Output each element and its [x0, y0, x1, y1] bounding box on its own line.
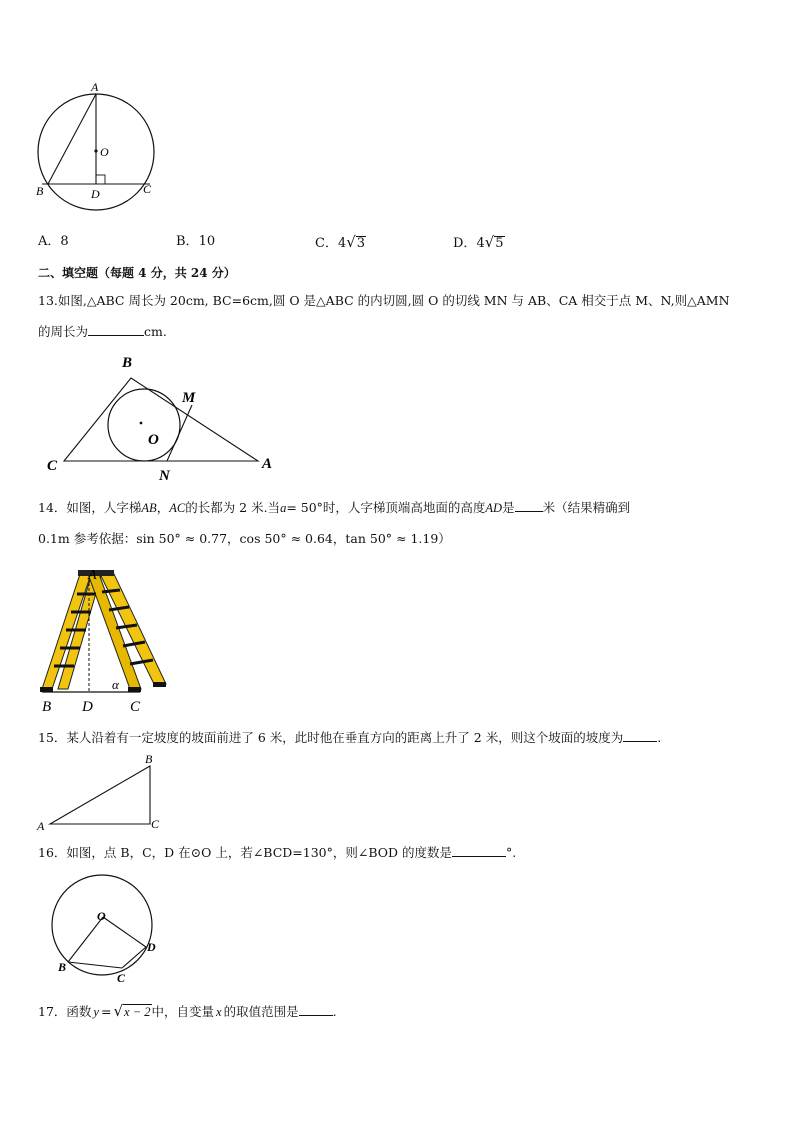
- option-a: [38, 232, 69, 252]
- q14-ac: AC: [169, 501, 186, 515]
- label-d: D: [147, 940, 156, 954]
- label-a: A: [37, 819, 45, 833]
- foot: [40, 687, 53, 692]
- q16-circle-figure: [46, 870, 171, 988]
- segment-ab: [48, 94, 96, 184]
- q14-ab: AB: [141, 501, 157, 515]
- q17-pre: 17．函数: [38, 1004, 92, 1019]
- q15-triangle-figure: [34, 750, 169, 835]
- q17-y: y: [93, 1005, 99, 1019]
- q14-text-5: 是: [502, 500, 515, 515]
- q14-line1: [38, 497, 630, 518]
- option-c-letter: C．: [315, 236, 338, 251]
- q14-text-1: 14．如图，人字梯: [38, 500, 142, 515]
- option-b: [176, 232, 215, 252]
- label-alpha: α: [112, 677, 119, 692]
- radius-od: [103, 917, 146, 947]
- label-b: B: [145, 752, 153, 766]
- q15-end: .: [657, 730, 662, 745]
- q14-alpha: a: [280, 501, 287, 515]
- q13-line1: 13.如图,△ABC 周长为 20cm, BC=6cm,圆 O 是△ABC 的内切圆,圆 O 的切线 MN 与 AB、CA 相交于点 M、N,则△AMN: [38, 293, 730, 308]
- tangent-mn: [167, 405, 192, 461]
- triangle-abc: [50, 766, 150, 824]
- label-o: O: [148, 432, 159, 448]
- radical-sign: √: [484, 233, 495, 251]
- q14-ad: AD: [485, 501, 503, 515]
- answer-blank: [299, 1001, 333, 1016]
- option-c-coef: 4: [337, 236, 347, 251]
- option-b-letter: B．: [176, 234, 199, 249]
- option-d-letter: D．: [453, 236, 477, 251]
- label-b: B: [42, 699, 52, 715]
- q14-text-2: ，: [156, 500, 170, 515]
- label-o: O: [97, 909, 106, 923]
- label-c: C: [151, 817, 160, 831]
- answer-blank: [452, 842, 506, 857]
- q17-x: x: [216, 1005, 222, 1019]
- label-a: A: [262, 456, 273, 472]
- q17-post: 的取值范围是: [223, 1004, 299, 1019]
- incircle-o: [108, 389, 180, 461]
- right-angle-mark: [96, 175, 105, 184]
- center-dot: [94, 149, 97, 152]
- q17-radicand: x − 2: [124, 1005, 151, 1019]
- option-d: [453, 232, 505, 254]
- q16-line: [38, 842, 516, 863]
- circle-o: [52, 875, 152, 975]
- option-b-value: 10: [198, 234, 216, 249]
- foot: [128, 687, 141, 692]
- option-d-radicand: 5: [495, 236, 504, 251]
- label-c: C: [47, 458, 58, 474]
- label-c: C: [143, 182, 152, 196]
- answer-blank: [515, 497, 543, 512]
- q13-line2-pre: 的周长为: [38, 324, 89, 339]
- answer-blank: [88, 321, 144, 336]
- label-c: C: [130, 699, 141, 715]
- label-d: D: [82, 699, 93, 715]
- triangle-abc: [64, 378, 258, 461]
- section-title: 二、填空题（每题 4 分，共 24 分）: [38, 266, 236, 280]
- q14-text-6: 米（结果精确到: [542, 500, 631, 515]
- q15-line: [38, 727, 661, 748]
- option-d-coef: 4: [476, 236, 485, 251]
- q12-circle-figure: [30, 78, 165, 218]
- option-c-radicand: 3: [356, 236, 366, 251]
- q13-line2: [38, 321, 167, 342]
- option-a-letter: A．: [38, 234, 61, 249]
- q16-text: 16．如图，点 B，C，D 在⊙O 上，若∠BCD=130°，则∠BOD 的度数是: [38, 845, 453, 860]
- label-b: B: [36, 184, 44, 198]
- q14-ladder-figure: [36, 562, 176, 717]
- q13-triangle-figure: [40, 350, 285, 482]
- radical-sign: √: [113, 1002, 124, 1020]
- q17-line: [38, 1001, 337, 1022]
- label-b: B: [122, 355, 133, 371]
- q14-line2: 0.1m 参考依据：sin 50° ≈ 0.77，cos 50° ≈ 0.64，tan 50° ≈ 1.19）: [38, 531, 451, 546]
- radius-ob: [68, 917, 103, 962]
- q15-text: 15．某人沿着有一定坡度的坡面前进了 6 米，此时他在垂直方向的距离上升了 2 米，则这个坡面的坡度为: [38, 730, 624, 745]
- q14-text-3: 的长都为 2 米.当: [185, 500, 281, 515]
- q13-line2-post: cm.: [144, 324, 167, 339]
- foot: [153, 682, 166, 687]
- center-dot: [140, 422, 143, 425]
- label-d: D: [91, 187, 100, 201]
- q17-mid: 中，自变量: [151, 1004, 215, 1019]
- chord-cd: [122, 947, 146, 968]
- option-c: [315, 232, 366, 254]
- label-a: A: [88, 568, 97, 583]
- q17-end: .: [332, 1004, 337, 1019]
- option-a-value: 8: [60, 234, 69, 249]
- label-o: O: [100, 145, 109, 159]
- label-a: A: [91, 80, 99, 94]
- answer-blank: [623, 727, 657, 742]
- label-m: M: [182, 390, 196, 406]
- label-c: C: [117, 971, 126, 985]
- radical-sign: √: [346, 233, 356, 251]
- label-b: B: [58, 960, 67, 974]
- q14-text-4: = 50°时，人字梯顶端高地面的高度: [286, 500, 486, 515]
- q16-end: °.: [506, 845, 517, 860]
- q17-eq: =: [100, 1004, 112, 1019]
- label-n: N: [159, 468, 170, 482]
